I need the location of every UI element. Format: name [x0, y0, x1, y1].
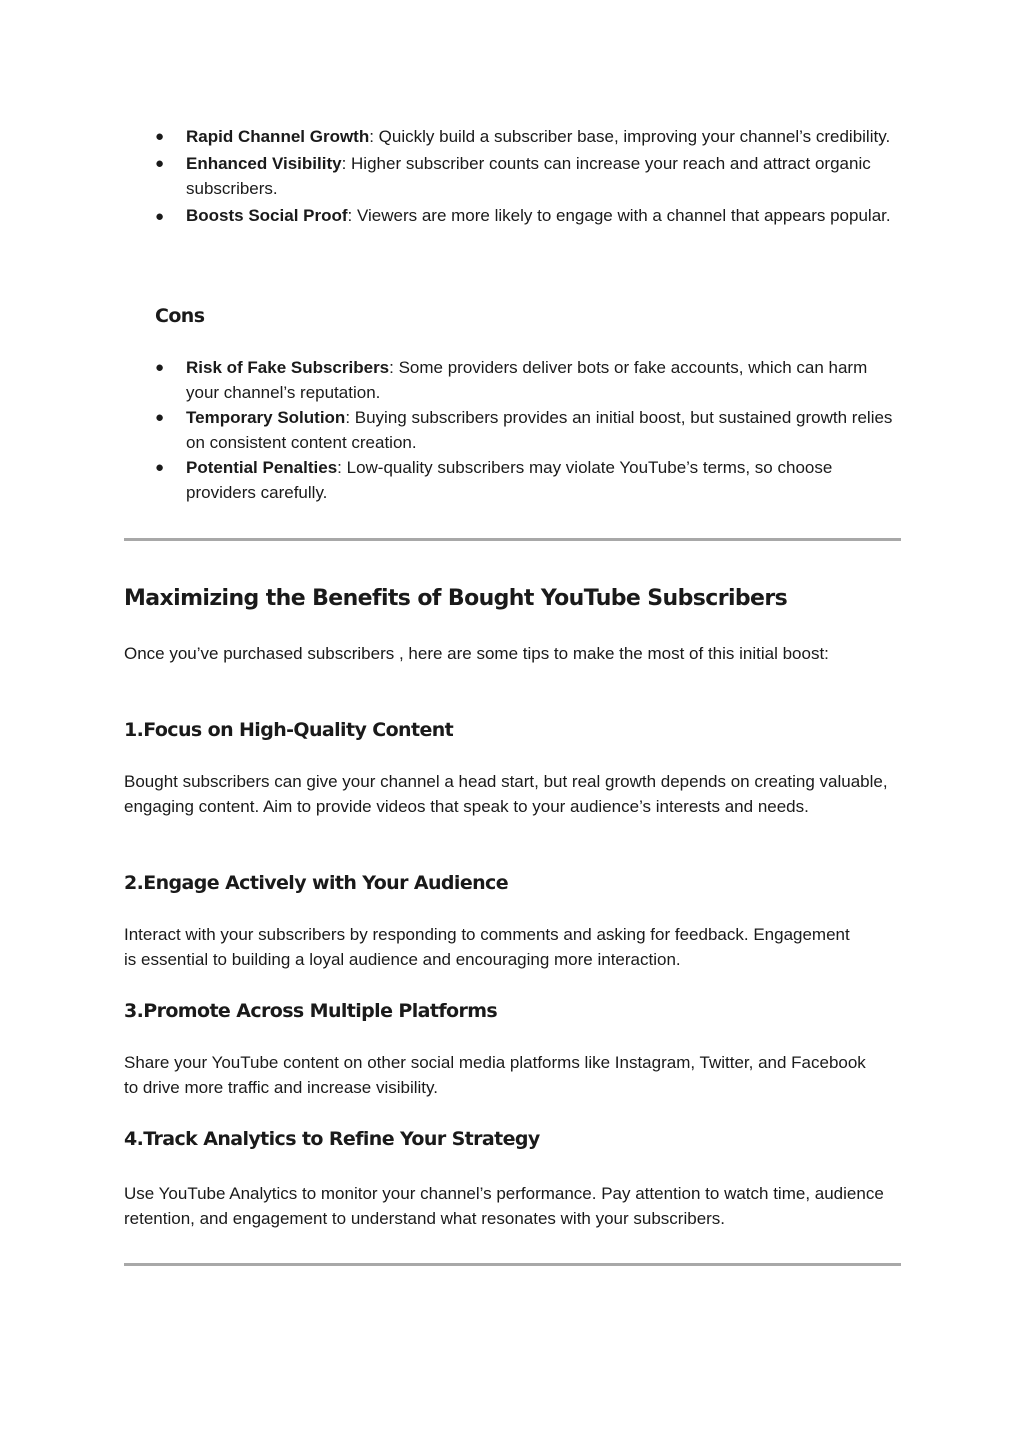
- section-intro: Once you’ve purchased subscribers , here are some tips to make the most of this initial boost:: [124, 644, 829, 663]
- cons-list: [124, 355, 904, 505]
- bullet-icon: ●: [155, 359, 165, 376]
- tip-heading: 1.Focus on High-Quality Content: [124, 719, 454, 741]
- list-item-term: Potential Penalties: [186, 458, 338, 477]
- list-item: [124, 355, 904, 405]
- list-item-text: : Higher subscriber counts can increase your reach and attract organic subscribers.: [186, 154, 871, 198]
- list-item-text: : Buying subscribers provides an initial boost, but sustained growth relies on consistent content creation.: [186, 408, 893, 452]
- tip-body: Bought subscribers can give your channel a head start, but real growth depends on creating valuable, engaging content. Aim to provide videos that speak to your audience’s interests and needs.: [124, 772, 888, 816]
- tip-body: Use YouTube Analytics to monitor your channel’s performance. Pay attention to watch time, audience retention, and engagement to understand what resonates with your subscribers.: [124, 1184, 884, 1228]
- list-item: [124, 455, 904, 505]
- tip-heading: 3.Promote Across Multiple Platforms: [124, 1000, 498, 1022]
- bullet-icon: ●: [155, 128, 165, 145]
- bullet-icon: ●: [155, 409, 165, 426]
- list-item-text: : Viewers are more likely to engage with a channel that appears popular.: [347, 206, 891, 225]
- tip-heading: 2.Engage Actively with Your Audience: [124, 872, 508, 894]
- section-divider: [124, 538, 901, 541]
- list-item-text: : Quickly build a subscriber base, improving your channel’s credibility.: [369, 127, 891, 146]
- list-item-text: : Some providers deliver bots or fake accounts, which can harm your channel’s reputation.: [186, 358, 868, 402]
- tip-body: Interact with your subscribers by responding to comments and asking for feedback. Engagement is essential to building a loyal audience and encouraging more interaction.: [124, 925, 850, 969]
- list-item-text: : Low-quality subscribers may violate YouTube’s terms, so choose providers carefully.: [186, 458, 833, 502]
- list-item-term: Temporary Solution: [186, 408, 346, 427]
- section-title: Maximizing the Benefits of Bought YouTube Subscribers: [124, 586, 788, 611]
- list-item: [124, 203, 904, 229]
- tip-body: Share your YouTube content on other social media platforms like Instagram, Twitter, and Facebook to drive more traffic and increase visibility.: [124, 1053, 866, 1097]
- list-item: [124, 151, 904, 201]
- cons-heading: Cons: [155, 305, 205, 327]
- list-item-term: Rapid Channel Growth: [186, 127, 370, 146]
- list-item-term: Boosts Social Proof: [186, 206, 348, 225]
- pros-list: [124, 124, 904, 231]
- tip-heading: 4.Track Analytics to Refine Your Strategy: [124, 1128, 540, 1150]
- section-divider: [124, 1263, 901, 1266]
- list-item-term: Risk of Fake Subscribers: [186, 358, 390, 377]
- bullet-icon: ●: [155, 459, 165, 476]
- list-item-term: Enhanced Visibility: [186, 154, 342, 173]
- bullet-icon: ●: [155, 155, 165, 172]
- list-item: [124, 405, 904, 455]
- list-item: [124, 124, 904, 149]
- bullet-icon: ●: [155, 208, 165, 225]
